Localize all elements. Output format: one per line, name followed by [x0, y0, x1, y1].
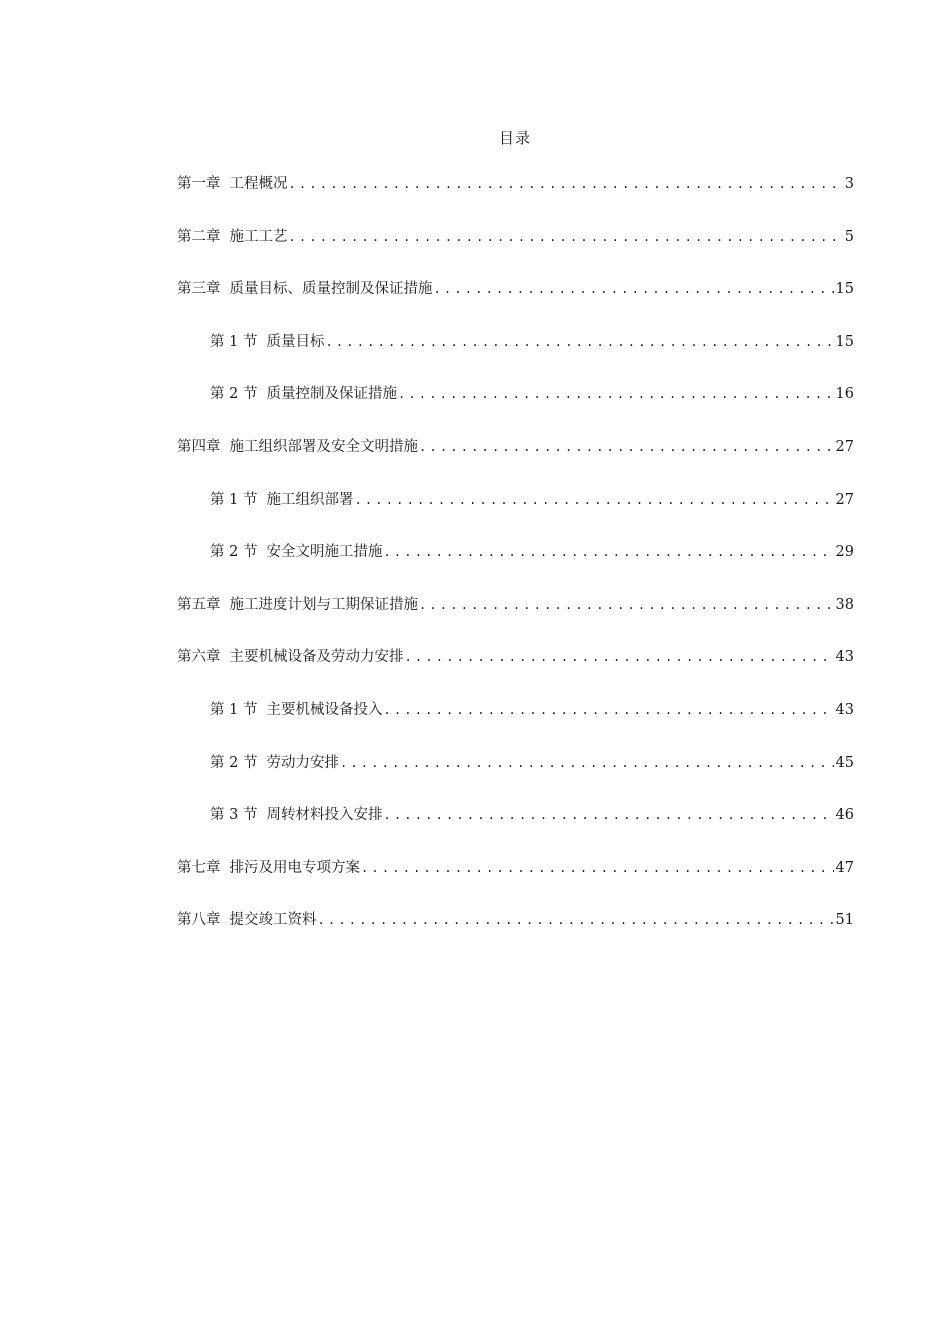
toc-page-number: 15 [835, 281, 854, 298]
toc-dot-leader [289, 230, 843, 244]
toc-entry-number: 第 3 节 [210, 807, 258, 824]
toc-entry-name: 主要机械设备及劳动力安排 [229, 649, 404, 666]
toc-page-number: 46 [835, 807, 854, 824]
toc-entry-label [177, 172, 288, 193]
toc-entry-label [210, 382, 397, 403]
toc-entry-number: 第五章 [177, 596, 221, 613]
toc-entry-label [210, 751, 339, 772]
toc-section-entry[interactable] [177, 698, 854, 751]
toc-chapter-entry[interactable] [177, 645, 854, 698]
toc-dot-leader [325, 335, 833, 349]
toc-entry-label [177, 908, 317, 929]
toc-page-number: 27 [835, 491, 854, 508]
toc-page-number: 51 [835, 912, 854, 929]
toc-entry-name: 安全文明施工措施 [266, 544, 383, 561]
toc-entry-number: 第 2 节 [210, 544, 258, 561]
toc-dot-leader [340, 756, 834, 770]
toc-entry-label [177, 593, 418, 614]
toc-dot-leader [354, 493, 833, 507]
toc-dot-leader [405, 650, 834, 664]
toc-dot-leader [361, 861, 834, 875]
toc-entry-label [177, 645, 404, 666]
toc-entry-number: 第 1 节 [210, 491, 258, 508]
toc-entry-name: 周转材料投入安排 [266, 807, 383, 824]
toc-entry-name: 质量目标、质量控制及保证措施 [229, 281, 433, 298]
toc-entry-number: 第三章 [177, 281, 221, 298]
toc-entry-label [177, 225, 288, 246]
toc-chapter-entry[interactable] [177, 435, 854, 488]
toc-entry-name: 质量控制及保证措施 [266, 386, 397, 403]
toc-entry-name: 施工组织部署 [266, 491, 354, 508]
toc-chapter-entry[interactable] [177, 856, 854, 909]
toc-chapter-entry[interactable] [177, 172, 854, 225]
toc-entry-label [210, 540, 382, 561]
toc-section-entry[interactable] [177, 382, 854, 435]
toc-dot-leader [398, 387, 834, 401]
toc-page-number: 3 [844, 176, 854, 192]
toc-entry-label [210, 698, 382, 719]
toc-entry-label [177, 435, 418, 456]
toc-dot-leader [434, 282, 834, 296]
toc-page-number: 38 [835, 596, 854, 613]
toc-title: 目录 [498, 129, 531, 147]
toc-entry-name: 劳动力安排 [266, 754, 339, 771]
toc-entry-name: 施工工艺 [229, 228, 288, 245]
toc-section-entry[interactable] [177, 330, 854, 383]
toc-chapter-entry[interactable] [177, 277, 854, 330]
toc-entry-label [210, 803, 382, 824]
toc-entry-name: 主要机械设备投入 [266, 701, 383, 718]
toc-entry-number: 第 2 节 [210, 386, 258, 403]
toc-entry-number: 第 2 节 [210, 754, 258, 771]
toc-section-entry[interactable] [177, 803, 854, 856]
toc-section-entry[interactable] [177, 488, 854, 541]
toc-entry-label [177, 856, 360, 877]
toc-entry-number: 第七章 [177, 859, 221, 876]
toc-chapter-entry[interactable] [177, 593, 854, 646]
toc-entry-name: 质量目标 [266, 333, 325, 350]
toc-dot-leader [419, 598, 834, 612]
toc-entry-number: 第一章 [177, 176, 221, 192]
toc-entry-name: 排污及用电专项方案 [229, 859, 360, 876]
toc-dot-leader [383, 703, 833, 717]
toc-entry-label [210, 330, 324, 351]
toc-dot-leader [419, 440, 834, 454]
toc-dot-leader [289, 177, 843, 191]
toc-page-number: 5 [844, 228, 854, 245]
toc-entry-name: 施工组织部署及安全文明措施 [229, 438, 418, 455]
toc-entry-number: 第 1 节 [210, 701, 258, 718]
toc-entry-number: 第八章 [177, 912, 221, 929]
toc-chapter-entry[interactable] [177, 908, 854, 961]
toc-chapter-entry[interactable] [177, 225, 854, 278]
toc-dot-leader [383, 808, 833, 822]
toc-page-number: 45 [835, 754, 854, 771]
toc-entry-label [177, 277, 433, 298]
toc-entry-number: 第 1 节 [210, 333, 258, 350]
toc-page-number: 43 [835, 649, 854, 666]
toc-section-entry[interactable] [177, 751, 854, 804]
toc-dot-leader [383, 545, 833, 559]
table-of-contents [177, 172, 854, 961]
toc-entry-number: 第六章 [177, 649, 221, 666]
toc-page-number: 15 [835, 333, 854, 350]
toc-entry-number: 第四章 [177, 438, 221, 455]
toc-page-number: 43 [835, 701, 854, 718]
toc-entry-name: 施工进度计划与工期保证措施 [229, 596, 418, 613]
toc-entry-label [210, 488, 353, 509]
toc-entry-number: 第二章 [177, 228, 221, 245]
toc-section-entry[interactable] [177, 540, 854, 593]
toc-entry-name: 工程概况 [229, 176, 288, 192]
toc-page-number: 16 [835, 386, 854, 403]
toc-page-number: 27 [835, 438, 854, 455]
toc-dot-leader [318, 913, 834, 927]
toc-page-number: 29 [835, 544, 854, 561]
toc-entry-name: 提交竣工资料 [229, 912, 317, 929]
toc-page-number: 47 [835, 859, 854, 876]
